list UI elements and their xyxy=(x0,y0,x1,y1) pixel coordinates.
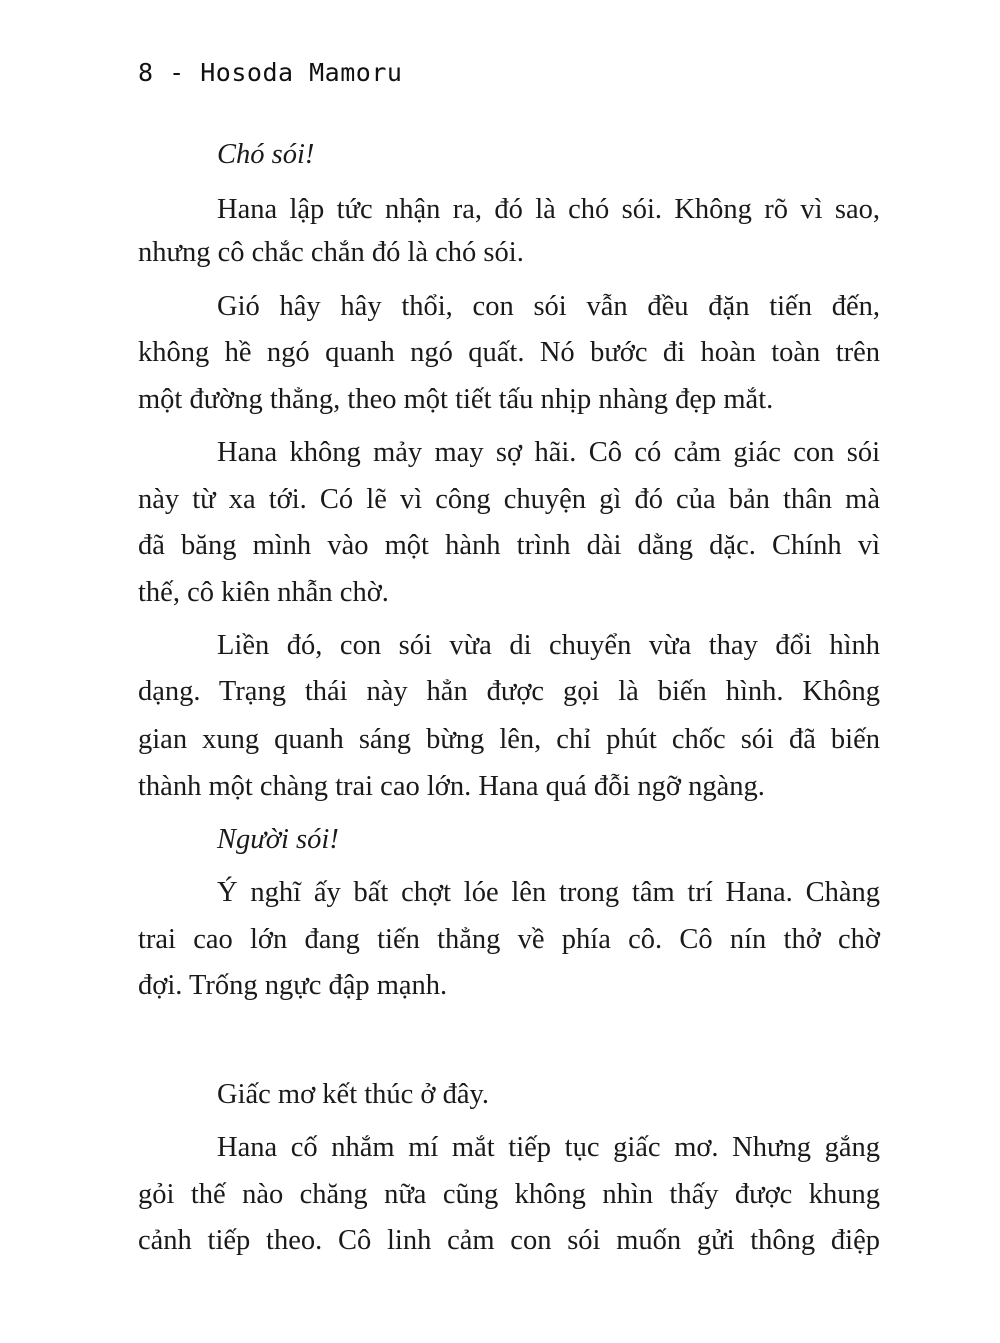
text-line: không hề ngó quanh ngó quất. Nó bước đi hoàn toàn trên xyxy=(138,337,880,368)
text-line: đã băng mình vào một hành trình dài dằng dặc. Chính vì xyxy=(138,530,880,561)
header-separator: - xyxy=(169,58,185,87)
text-line: Hana cố nhắm mí mắt tiếp tục giấc mơ. Nhưng gắng xyxy=(217,1132,880,1163)
text-line: này từ xa tới. Có lẽ vì công chuyện gì đó của bản thân mà xyxy=(138,484,880,515)
text-line: thành một chàng trai cao lớn. Hana quá đỗi ngỡ ngàng. xyxy=(138,771,765,802)
text-line: Gió hây hây thổi, con sói vẫn đều đặn tiến đến, xyxy=(217,291,880,322)
text-line: gian xung quanh sáng bừng lên, chỉ phút chốc sói đã biến xyxy=(138,724,880,755)
running-header xyxy=(138,58,402,87)
text-line: trai cao lớn đang tiến thẳng về phía cô. Cô nín thở chờ xyxy=(138,924,880,955)
text-line: Hana lập tức nhận ra, đó là chó sói. Không rõ vì sao, xyxy=(217,194,880,225)
text-line: dạng. Trạng thái này hẳn được gọi là biến hình. Không xyxy=(138,676,880,707)
text-line: đợi. Trống ngực đập mạnh. xyxy=(138,970,448,1001)
text-line: nhưng cô chắc chắn đó là chó sói. xyxy=(138,237,524,268)
text-line: gỏi thế nào chăng nữa cũng không nhìn thấy được khung xyxy=(138,1179,880,1210)
text-line: Ý nghĩ ấy bất chợt lóe lên trong tâm trí Hana. Chàng xyxy=(217,877,880,908)
author-name: Hosoda Mamoru xyxy=(200,58,403,87)
page-number: 8 xyxy=(138,58,154,87)
text-line: một đường thẳng, theo một tiết tấu nhịp nhàng đẹp mắt. xyxy=(138,384,774,415)
italic-text-line: Người sói! xyxy=(217,824,339,855)
text-line: cảnh tiếp theo. Cô linh cảm con sói muốn gửi thông điệp xyxy=(138,1225,880,1256)
text-line: thế, cô kiên nhẫn chờ. xyxy=(138,577,389,608)
text-line: Liền đó, con sói vừa di chuyển vừa thay đổi hình xyxy=(217,630,880,661)
text-line: Hana không mảy may sợ hãi. Cô có cảm giác con sói xyxy=(217,437,880,468)
italic-text-line: Chó sói! xyxy=(217,139,315,170)
text-line: Giấc mơ kết thúc ở đây. xyxy=(217,1079,490,1110)
